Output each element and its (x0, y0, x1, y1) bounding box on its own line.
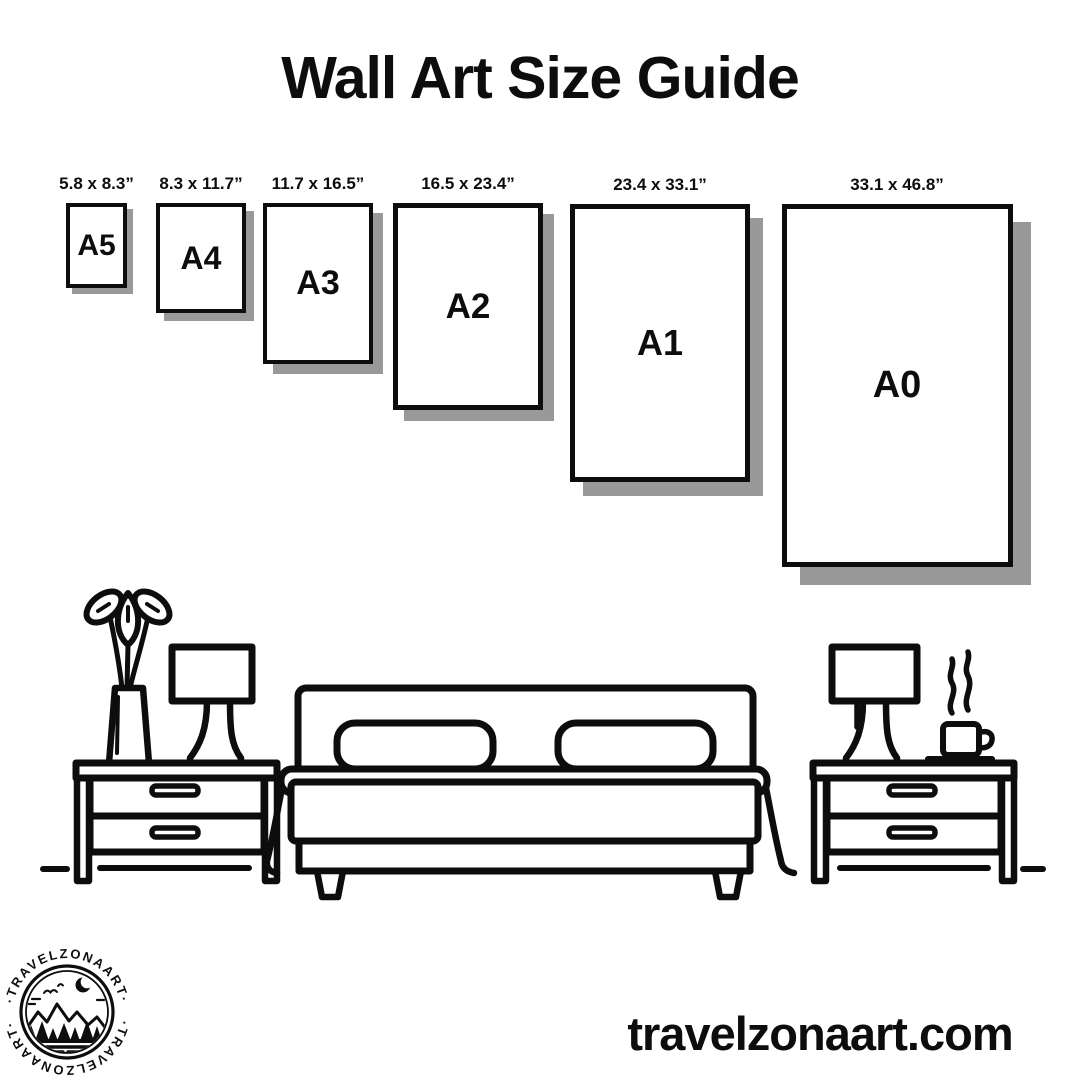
coffee-cup-icon (928, 652, 992, 759)
bed-leg-right (715, 871, 741, 897)
frame-a5-label: A5 (77, 228, 116, 262)
website-url: travelzonaart.com (627, 1007, 1013, 1060)
frame-a1-label: A1 (636, 322, 684, 363)
size-frame-a0 (667, 171, 1080, 567)
badge-text-bottom: ·TRAVELZONAART· (1, 1019, 133, 1078)
frame-a4-dimensions: 8.3 x 11.7” (159, 174, 243, 193)
nightstand-right-icon (813, 763, 1014, 881)
frame-a0-box (782, 204, 1013, 567)
badge-outer-ring (21, 966, 113, 1058)
frame-a0-label: A0 (872, 364, 922, 406)
bedroom-illustration (30, 585, 1050, 905)
flower-vase-icon (81, 585, 175, 763)
pillow-right-icon (558, 723, 713, 769)
nightstand-left-icon (76, 763, 277, 881)
frame-a2-dimensions: 16.5 x 23.4” (421, 174, 515, 193)
bed-leg-left (317, 871, 343, 897)
page-title: Wall Art Size Guide (281, 45, 799, 111)
cloud-dashes (29, 999, 104, 1004)
frame-a3-label: A3 (296, 264, 340, 302)
badge-text-top: ·TRAVELZONAART· (1, 945, 133, 1005)
frame-a4-label: A4 (180, 239, 222, 276)
brand-logo (0, 936, 136, 1078)
double-bed-icon (267, 688, 794, 897)
birds-icon (44, 984, 63, 993)
frame-a1-dimensions: 23.4 x 33.1” (613, 175, 707, 194)
blanket-drape-right (766, 788, 794, 873)
frame-a0-dimensions: 33.1 x 46.8” (850, 175, 944, 194)
pillow-left-icon (337, 723, 493, 769)
table-lamp-right-icon (832, 647, 917, 763)
frame-a3-dimensions: 11.7 x 16.5” (271, 174, 365, 193)
table-lamp-left-icon (172, 647, 252, 763)
frame-a2-label: A2 (445, 286, 491, 326)
frame-a5-dimensions: 5.8 x 8.3” (59, 174, 134, 193)
